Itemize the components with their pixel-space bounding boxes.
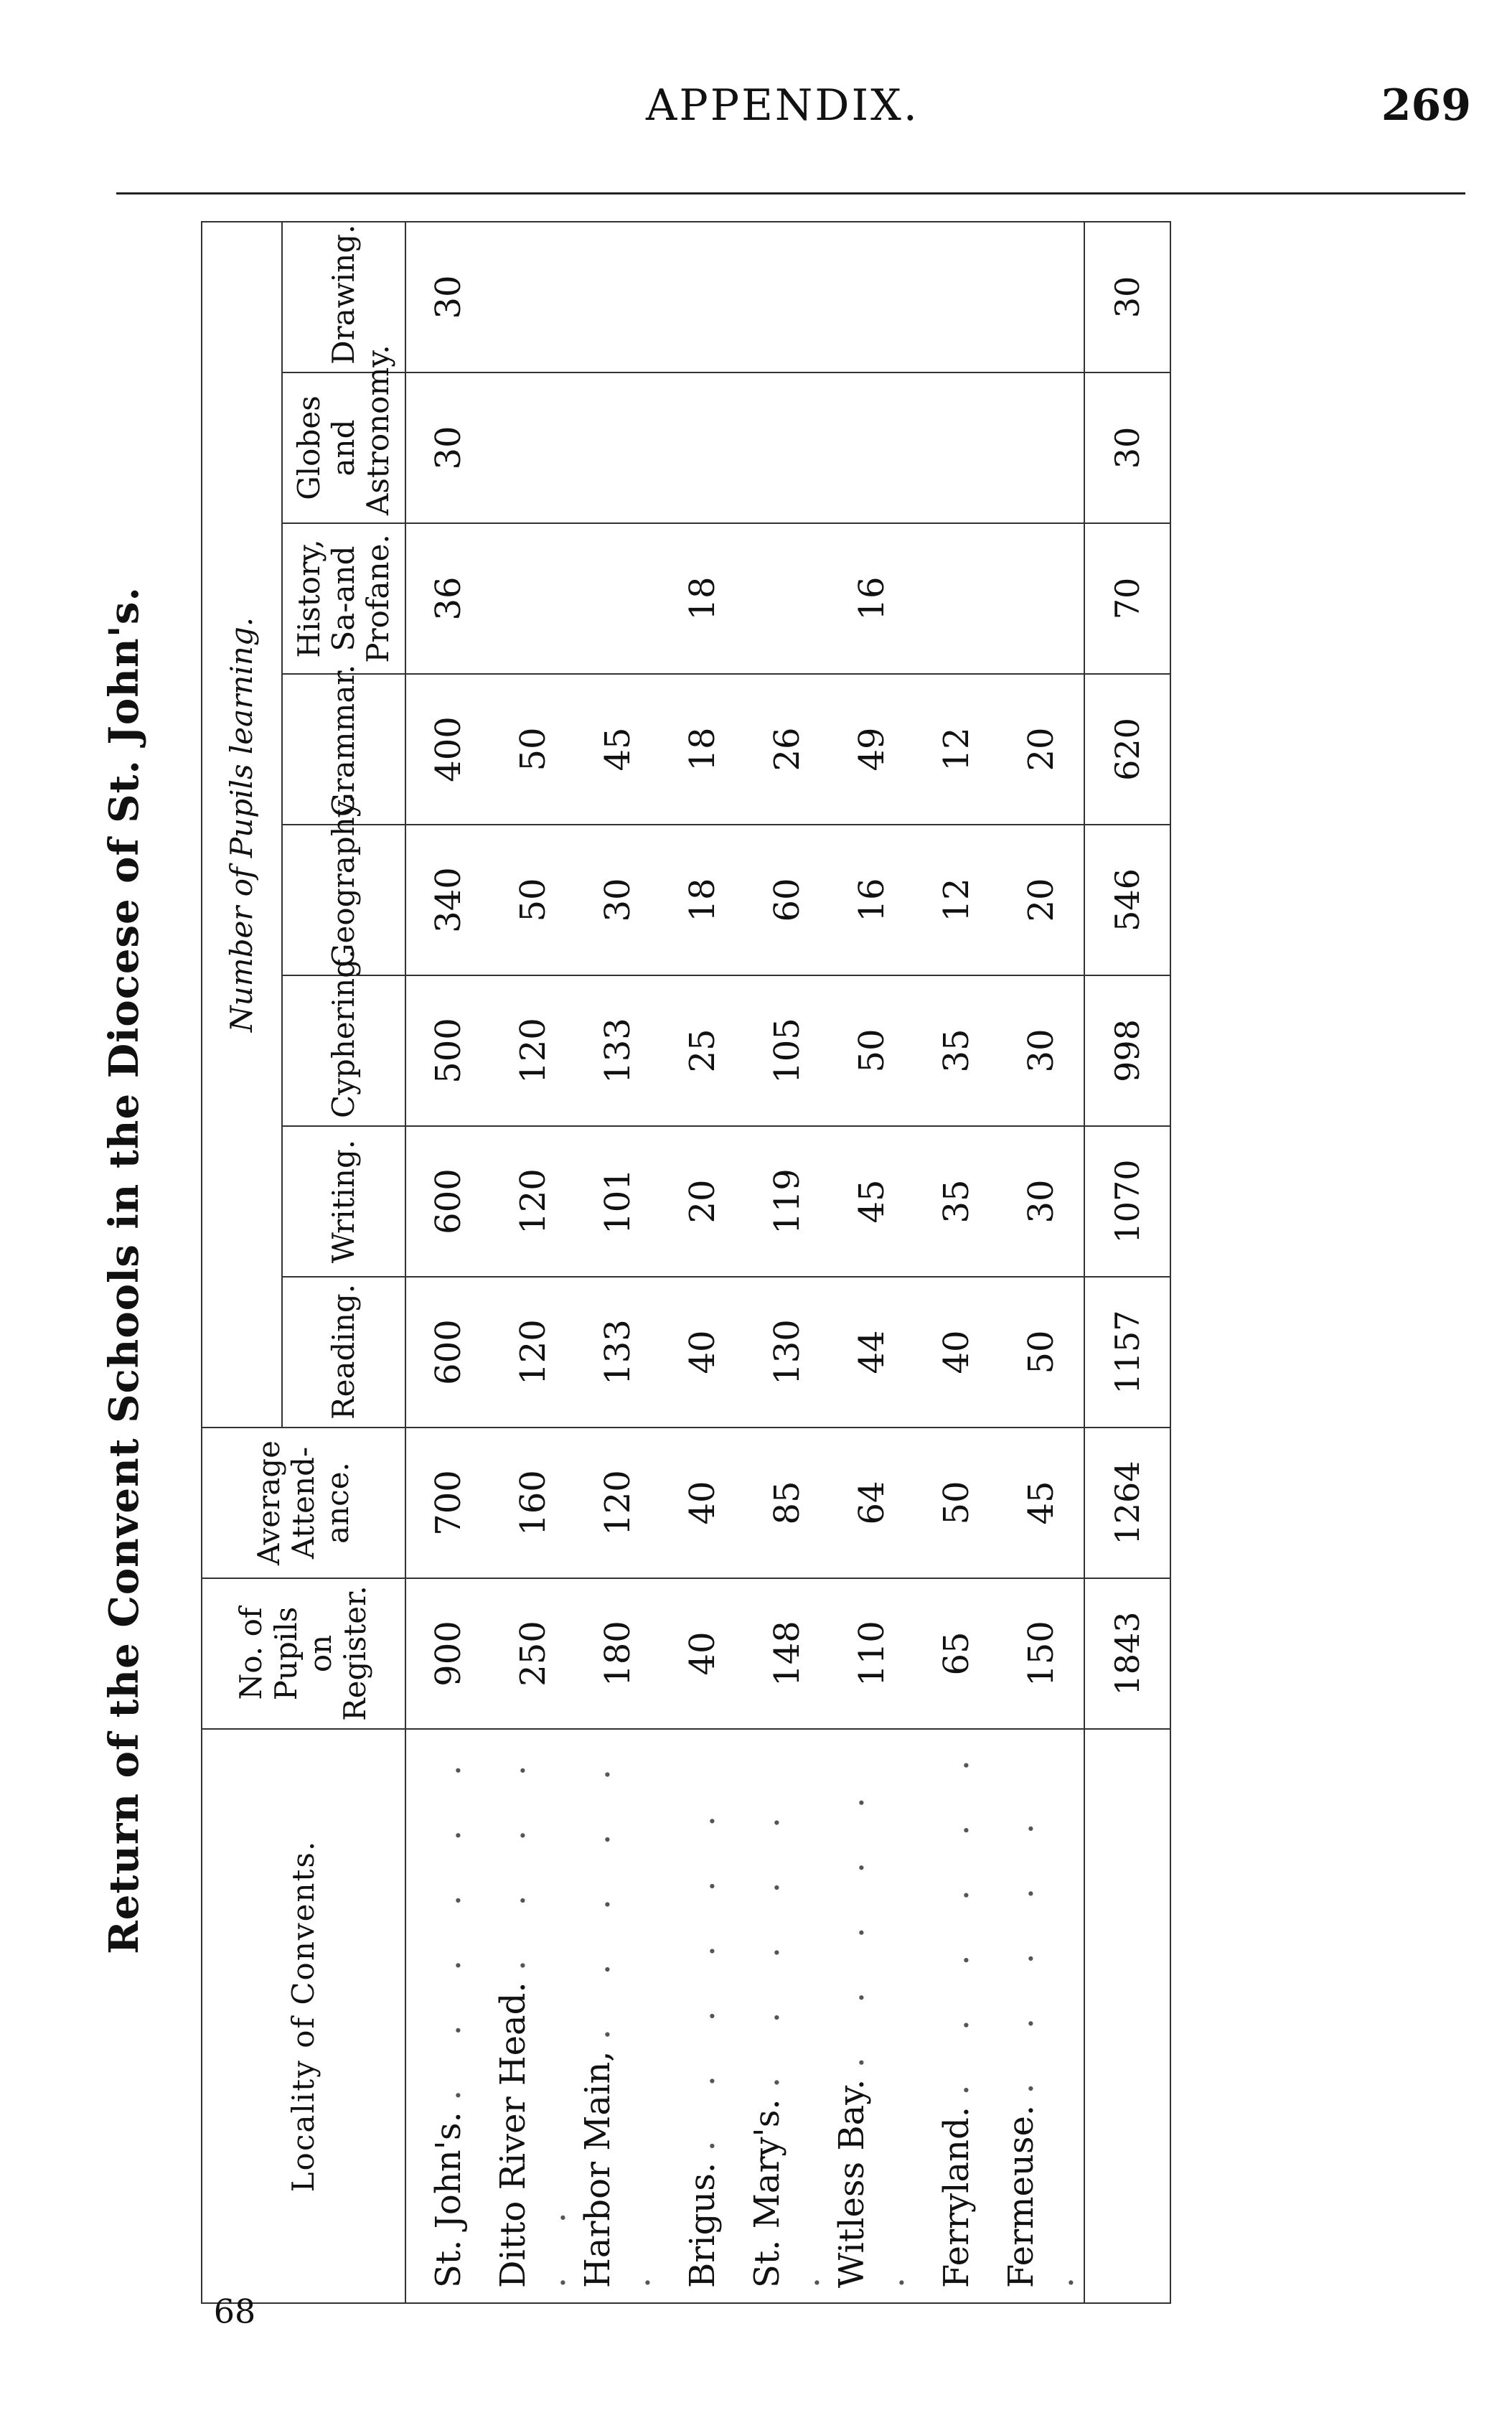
history-cell bbox=[576, 523, 660, 674]
globes-total-cell: 30 bbox=[1084, 372, 1170, 523]
locality-name: Witless Bay. bbox=[832, 2078, 872, 2288]
attendance-cell: 700 bbox=[405, 1428, 491, 1578]
locality-cell bbox=[576, 1729, 660, 2303]
cyphering-cell: 35 bbox=[914, 975, 999, 1126]
geography-cell: 50 bbox=[491, 825, 576, 975]
leader-dots: . . . . . . bbox=[936, 1738, 977, 2096]
pupils-learning-header: Number of Pupils learning. bbox=[202, 222, 282, 1428]
register-cell: 900 bbox=[405, 1578, 491, 1729]
attendance-total-cell: 1264 bbox=[1084, 1428, 1170, 1578]
reading-cell: 600 bbox=[405, 1277, 491, 1428]
globes-cell bbox=[999, 372, 1084, 523]
drawing-cell bbox=[830, 222, 914, 372]
subject-header: Grammar. bbox=[282, 674, 405, 825]
geography-cell: 12 bbox=[914, 825, 999, 975]
locality-cell bbox=[999, 1729, 1084, 2303]
locality-cell bbox=[914, 1729, 999, 2303]
locality-cell bbox=[660, 1729, 745, 2303]
geography-cell: 60 bbox=[745, 825, 830, 975]
history-cell bbox=[491, 523, 576, 674]
drawing-cell bbox=[660, 222, 745, 372]
geography-cell: 30 bbox=[576, 825, 660, 975]
locality-cell bbox=[830, 1729, 914, 2303]
grammar-cell: 26 bbox=[745, 674, 830, 825]
leader-dots: . . . . . . bbox=[832, 1776, 912, 2288]
register-total-cell: 1843 bbox=[1084, 1578, 1170, 1729]
cyphering-cell: 25 bbox=[660, 975, 745, 1126]
subject-header: Reading. bbox=[282, 1277, 405, 1428]
reading-total-cell: 1157 bbox=[1084, 1277, 1170, 1428]
locality-name: Brigus. bbox=[682, 2162, 723, 2288]
cyphering-cell: 105 bbox=[745, 975, 830, 1126]
cyphering-total-cell: 998 bbox=[1084, 975, 1170, 1126]
table-row bbox=[999, 222, 1084, 2303]
table-row bbox=[914, 222, 999, 2303]
grammar-cell: 50 bbox=[491, 674, 576, 825]
drawing-cell bbox=[576, 222, 660, 372]
grammar-cell: 400 bbox=[405, 674, 491, 825]
globes-cell bbox=[914, 372, 999, 523]
register-cell: 110 bbox=[830, 1578, 914, 1729]
leader-dots: . . . . . . bbox=[747, 1795, 827, 2288]
locality-header: Locality of Convents. bbox=[202, 1729, 405, 2303]
table-row bbox=[745, 222, 830, 2303]
leader-dots: . . . . . . bbox=[1001, 1801, 1081, 2288]
grammar-cell: 18 bbox=[660, 674, 745, 825]
grammar-cell: 20 bbox=[999, 674, 1084, 825]
drawing-cell bbox=[999, 222, 1084, 372]
geography-cell: 16 bbox=[830, 825, 914, 975]
subject-header: Writing. bbox=[282, 1126, 405, 1277]
geography-cell: 18 bbox=[660, 825, 745, 975]
attendance-cell: 64 bbox=[830, 1428, 914, 1578]
subject-header: Drawing. bbox=[282, 222, 405, 372]
drawing-cell bbox=[914, 222, 999, 372]
register-cell: 65 bbox=[914, 1578, 999, 1729]
history-cell bbox=[745, 523, 830, 674]
page-header bbox=[646, 80, 1471, 138]
history-cell bbox=[914, 523, 999, 674]
running-head: APPENDIX. bbox=[646, 80, 919, 131]
history-cell: 16 bbox=[830, 523, 914, 674]
signature-mark: 68 bbox=[213, 2292, 256, 2331]
totals-label-cell bbox=[1084, 1729, 1170, 2303]
table-row bbox=[576, 222, 660, 2303]
history-cell: 18 bbox=[660, 523, 745, 674]
locality-name: St. Mary's. bbox=[747, 2099, 787, 2288]
writing-cell: 101 bbox=[576, 1126, 660, 1277]
subject-header: History, Sa-and Profane. bbox=[282, 523, 405, 674]
geography-cell: 340 bbox=[405, 825, 491, 975]
drawing-total-cell: 30 bbox=[1084, 222, 1170, 372]
locality-name: Ferryland. bbox=[936, 2106, 977, 2288]
table-row bbox=[405, 222, 491, 2303]
totals-row bbox=[1084, 222, 1170, 2303]
table-title: Return of the Convent Schools in the Diocese of St. John's. bbox=[100, 586, 148, 1954]
page-number: 269 bbox=[1381, 80, 1471, 131]
reading-cell: 130 bbox=[745, 1277, 830, 1428]
writing-total-cell: 1070 bbox=[1084, 1126, 1170, 1277]
table-row bbox=[660, 222, 745, 2303]
attendance-cell: 85 bbox=[745, 1428, 830, 1578]
leader-dots: . . . . . . bbox=[493, 1743, 573, 2288]
locality-name: St. John's. bbox=[428, 2111, 469, 2288]
locality-cell bbox=[491, 1729, 576, 2303]
drawing-cell bbox=[745, 222, 830, 372]
globes-cell bbox=[745, 372, 830, 523]
register-header: No. of Pupils on Register. bbox=[202, 1578, 405, 1729]
attendance-header: Average Attend-ance. bbox=[202, 1428, 405, 1578]
register-cell: 148 bbox=[745, 1578, 830, 1729]
register-cell: 250 bbox=[491, 1578, 576, 1729]
grammar-cell: 45 bbox=[576, 674, 660, 825]
reading-cell: 44 bbox=[830, 1277, 914, 1428]
writing-cell: 119 bbox=[745, 1126, 830, 1277]
globes-cell bbox=[660, 372, 745, 523]
grammar-cell: 49 bbox=[830, 674, 914, 825]
reading-cell: 40 bbox=[660, 1277, 745, 1428]
drawing-cell bbox=[491, 222, 576, 372]
geography-total-cell: 546 bbox=[1084, 825, 1170, 975]
table-body bbox=[405, 222, 1170, 2303]
locality-name: Fermeuse. bbox=[1001, 2104, 1041, 2288]
writing-cell: 600 bbox=[405, 1126, 491, 1277]
writing-cell: 20 bbox=[660, 1126, 745, 1277]
reading-cell: 133 bbox=[576, 1277, 660, 1428]
subject-header: Cyphering. bbox=[282, 975, 405, 1126]
subject-header: Globes and Astronomy. bbox=[282, 372, 405, 523]
leader-dots: . . . . . . bbox=[682, 1794, 723, 2152]
cyphering-cell: 30 bbox=[999, 975, 1084, 1126]
attendance-cell: 40 bbox=[660, 1428, 745, 1578]
globes-cell bbox=[576, 372, 660, 523]
geography-cell: 20 bbox=[999, 825, 1084, 975]
subject-header: Geography. bbox=[282, 825, 405, 975]
attendance-cell: 120 bbox=[576, 1428, 660, 1578]
history-total-cell: 70 bbox=[1084, 523, 1170, 674]
cyphering-cell: 50 bbox=[830, 975, 914, 1126]
drawing-cell: 30 bbox=[405, 222, 491, 372]
reading-cell: 120 bbox=[491, 1277, 576, 1428]
writing-cell: 45 bbox=[830, 1126, 914, 1277]
cyphering-cell: 500 bbox=[405, 975, 491, 1126]
leader-dots: . . . . . . bbox=[578, 1747, 658, 2288]
rotated-table-block bbox=[93, 194, 1457, 2347]
cyphering-cell: 120 bbox=[491, 975, 576, 1126]
grammar-cell: 12 bbox=[914, 674, 999, 825]
locality-name: Ditto River Head. bbox=[493, 1982, 533, 2288]
table-row bbox=[491, 222, 576, 2303]
globes-cell bbox=[491, 372, 576, 523]
writing-cell: 30 bbox=[999, 1126, 1084, 1277]
reading-cell: 40 bbox=[914, 1277, 999, 1428]
convent-returns-table bbox=[201, 221, 1171, 2304]
reading-cell: 50 bbox=[999, 1277, 1084, 1428]
grammar-total-cell: 620 bbox=[1084, 674, 1170, 825]
history-cell: 36 bbox=[405, 523, 491, 674]
register-cell: 40 bbox=[660, 1578, 745, 1729]
leader-dots: . . . . . . bbox=[428, 1743, 469, 2101]
register-cell: 180 bbox=[576, 1578, 660, 1729]
history-cell bbox=[999, 523, 1084, 674]
globes-cell: 30 bbox=[405, 372, 491, 523]
attendance-cell: 45 bbox=[999, 1428, 1084, 1578]
locality-cell bbox=[405, 1729, 491, 2303]
table-row bbox=[830, 222, 914, 2303]
writing-cell: 35 bbox=[914, 1126, 999, 1277]
cyphering-cell: 133 bbox=[576, 975, 660, 1126]
globes-cell bbox=[830, 372, 914, 523]
locality-cell bbox=[745, 1729, 830, 2303]
attendance-cell: 50 bbox=[914, 1428, 999, 1578]
register-cell: 150 bbox=[999, 1578, 1084, 1729]
writing-cell: 120 bbox=[491, 1126, 576, 1277]
locality-name: Harbor Main, bbox=[578, 2050, 618, 2288]
attendance-cell: 160 bbox=[491, 1428, 576, 1578]
